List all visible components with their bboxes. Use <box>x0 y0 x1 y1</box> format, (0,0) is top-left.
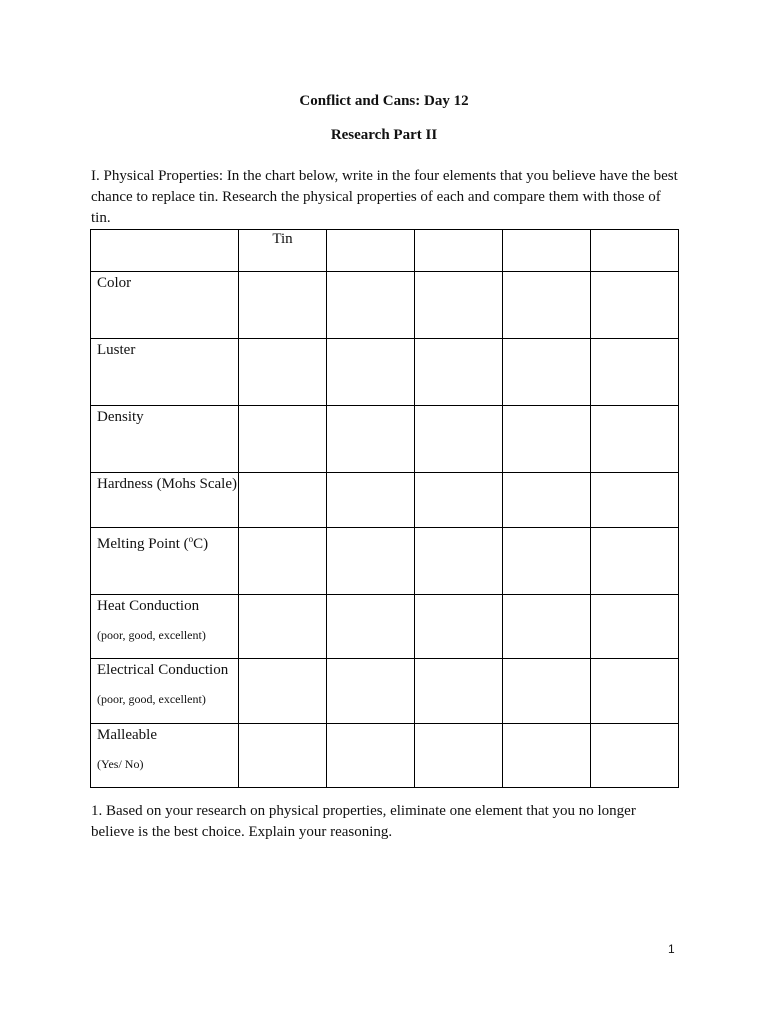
table-cell[interactable] <box>239 659 327 724</box>
table-cell[interactable] <box>503 528 591 595</box>
table-cell[interactable] <box>327 406 415 473</box>
table-cell[interactable] <box>591 659 679 724</box>
column-header-element-1[interactable] <box>327 230 415 272</box>
table-cell[interactable] <box>415 528 503 595</box>
table-row <box>91 528 679 595</box>
question-1: 1. Based on your research on physical properties, eliminate one element that you no longer believe is the best choice. Explain your reasoning. <box>91 803 636 840</box>
table-row <box>91 595 679 659</box>
table-cell[interactable] <box>327 659 415 724</box>
table-cell[interactable] <box>239 272 327 339</box>
column-header-element-4[interactable] <box>591 230 679 272</box>
table-cell[interactable] <box>415 339 503 406</box>
table-cell[interactable] <box>327 272 415 339</box>
row-label-melting-point: Melting Point ($^o$C) <box>91 528 239 595</box>
table-cell[interactable] <box>591 528 679 595</box>
table-cell[interactable] <box>239 406 327 473</box>
table-cell[interactable] <box>503 272 591 339</box>
table-cell[interactable] <box>327 595 415 659</box>
row-label-density: Density <box>91 406 239 473</box>
table-row <box>91 724 679 788</box>
table-cell[interactable] <box>327 724 415 788</box>
table-cell[interactable] <box>503 595 591 659</box>
table-cell[interactable] <box>503 473 591 528</box>
column-header-element-2[interactable] <box>415 230 503 272</box>
table-cell[interactable] <box>327 473 415 528</box>
table-cell[interactable] <box>327 339 415 406</box>
table-cell[interactable] <box>415 659 503 724</box>
table-row <box>91 473 679 528</box>
row-label-electrical-conduction: Electrical Conduction (poor, good, excellent) <box>91 659 239 724</box>
table-cell[interactable] <box>591 339 679 406</box>
table-cell[interactable] <box>239 528 327 595</box>
row-label-hardness: Hardness (Mohs Scale) <box>91 473 239 528</box>
table-corner-cell <box>91 230 239 272</box>
row-label-color: Color <box>91 272 239 339</box>
row-label-luster: Luster <box>91 339 239 406</box>
table-cell[interactable] <box>503 659 591 724</box>
table-cell[interactable] <box>591 724 679 788</box>
table-row <box>91 272 679 339</box>
physical-properties-table <box>90 229 679 788</box>
table-cell[interactable] <box>591 272 679 339</box>
table-cell[interactable] <box>591 473 679 528</box>
page-number: 1 <box>668 942 675 956</box>
table-cell[interactable] <box>415 724 503 788</box>
instructions-paragraph: I. Physical Properties: In the chart below, write in the four elements that you believe have the best chance to replace tin. Research the physical properties of each and compare them with those of tin. <box>91 168 678 226</box>
table-cell[interactable] <box>503 406 591 473</box>
table-cell[interactable] <box>239 595 327 659</box>
table-cell[interactable] <box>239 724 327 788</box>
table-cell[interactable] <box>327 528 415 595</box>
column-header-element-3[interactable] <box>503 230 591 272</box>
table-cell[interactable] <box>415 406 503 473</box>
row-label-malleable: Malleable (Yes/ No) <box>91 724 239 788</box>
page-subtitle: Research Part II <box>330 127 438 143</box>
table-cell[interactable] <box>415 595 503 659</box>
row-label-heat-conduction: Heat Conduction (poor, good, excellent) <box>91 595 239 659</box>
table-row <box>91 659 679 724</box>
column-header-tin: Tin <box>239 230 327 272</box>
table-cell[interactable] <box>591 406 679 473</box>
table-cell[interactable] <box>239 339 327 406</box>
table-cell[interactable] <box>415 272 503 339</box>
table-cell[interactable] <box>415 473 503 528</box>
table-cell[interactable] <box>239 473 327 528</box>
table-cell[interactable] <box>503 339 591 406</box>
table-row <box>91 339 679 406</box>
page-title: Conflict and Cans: Day 12 <box>299 93 469 109</box>
table-cell[interactable] <box>591 595 679 659</box>
table-header-row <box>91 230 679 272</box>
table-cell[interactable] <box>503 724 591 788</box>
table-row <box>91 406 679 473</box>
